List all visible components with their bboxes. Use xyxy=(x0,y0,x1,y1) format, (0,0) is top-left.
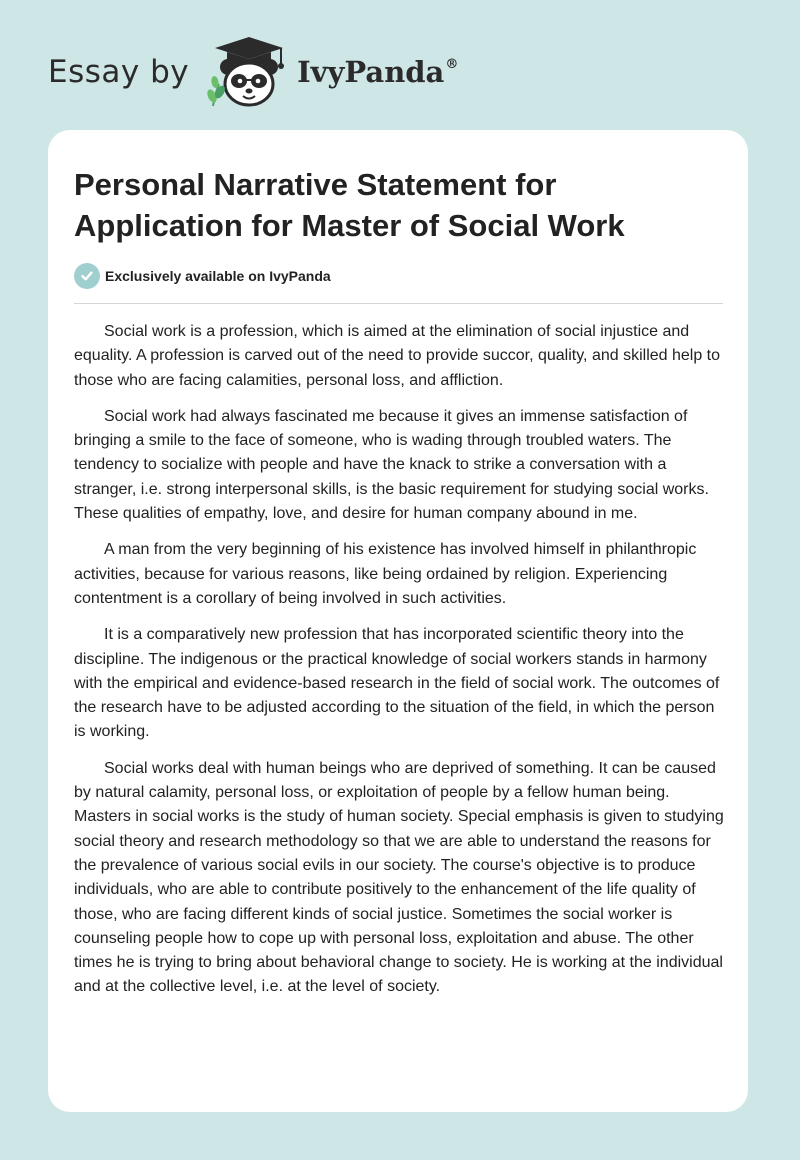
exclusive-badge-text: Exclusively available on IvyPanda xyxy=(105,268,331,284)
essay-paragraph: A man from the very beginning of his existence has involved himself in philanthropic activities, because for various reasons, like being ordained by religion. Experiencing contentment is a corollary of being involved in such activities. xyxy=(74,541,697,607)
essay-paragraph: Social works deal with human beings who are deprived of something. It can be caused by natural calamity, personal loss, or exploitation of people by a fellow human being. Masters in social works is the study of human society. Special emphasis is given to studying social theory and research methodology so that we are able to understand the reasons for the prevalence of various social evils in our society. The course's objective is to produce individuals, who are able to contribute positively to the enhancement of the life quality of those, who are facing different kinds of social justice. Sometimes the social worker is counseling people how to cope up with personal loss, exploitation and abuse. The other times he is trying to bring about behavioral change to society. He is working at the individual and at the collective level, i.e. at the level of society. xyxy=(74,759,724,996)
exclusive-badge xyxy=(74,263,331,289)
brand-name-text: IvyPanda xyxy=(297,55,445,89)
brand-name xyxy=(297,55,458,89)
essay-body xyxy=(74,320,724,1012)
brand-prefix: Essay by xyxy=(48,54,190,90)
essay-title: Personal Narrative Statement for Application for Master of Social Work xyxy=(74,167,625,243)
essay-paragraph: It is a comparatively new profession that has incorporated scientific theory into the discipline. The indigenous or the practical knowledge of social workers stands in harmony with the empirical and evidence-based research in the field of social work. The outcomes of the research have to be adjusted according to the situation of the field, in which the person is working. xyxy=(74,626,720,741)
brand-header[interactable] xyxy=(48,34,458,110)
essay-paragraph: Social work had always fascinated me because it gives an immense satisfaction of bringing a smile to the face of someone, who is wading through troubled waters. The tendency to socialize with people and have the knack to strike a conversation with a stranger, i.e. strong interpersonal skills, is the basic requirement for studying social works. These qualities of empathy, love, and desire for human company abound in me. xyxy=(74,407,709,523)
title-divider xyxy=(74,303,723,304)
essay-card xyxy=(48,130,748,1112)
panda-graduate-icon xyxy=(203,34,295,110)
registered-mark: ® xyxy=(445,57,459,72)
check-circle-icon xyxy=(74,263,100,289)
essay-paragraph: Social work is a profession, which is aimed at the elimination of social injustice and equality. A profession is carved out of the need to provide succor, quality, and skilled help to those who are facing calamities, personal loss, and affliction. xyxy=(74,323,721,389)
